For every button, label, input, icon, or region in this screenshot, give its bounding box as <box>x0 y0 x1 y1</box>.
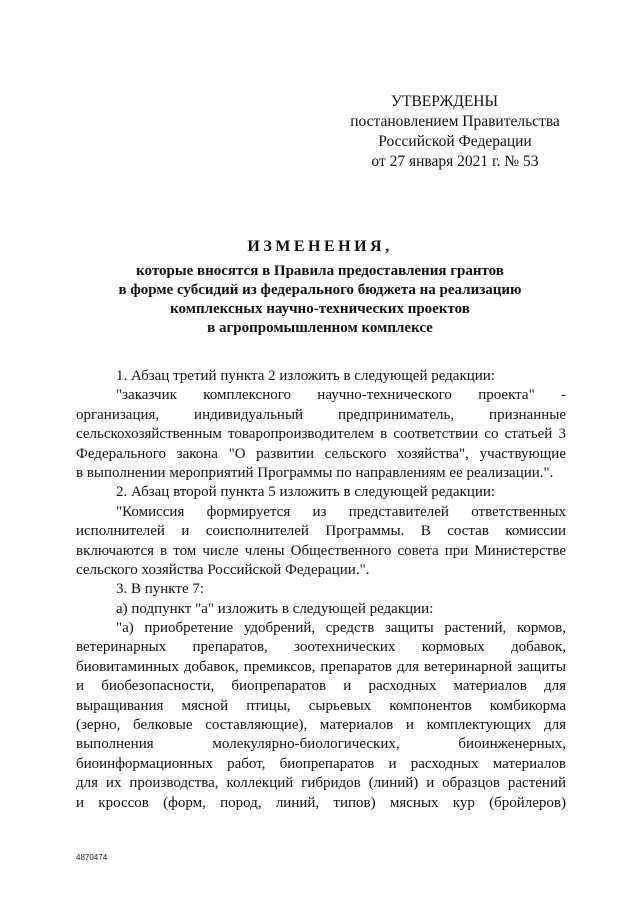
body-line: и биобезопасности, биопрепаратов и расходных материалов для <box>76 678 566 695</box>
subtitle-line: в форме субсидий из федерального бюджета на реализацию <box>118 282 522 298</box>
approval-stamp <box>350 92 560 172</box>
body-line: ветеринарных препаратов, зоотехнических кормовых добавок, <box>76 639 566 656</box>
body-line: биоинформационных работ, биопрепаратов и расходных материалов <box>76 755 566 772</box>
body-line: 1. Абзац третий пункта 2 изложить в следующей редакции: <box>116 368 496 384</box>
body-line: включаются в том числе члены Общественного совета при Министерстве <box>76 542 566 559</box>
body-line: выполнения молекулярно-биологических, биоинженерных, <box>76 736 566 753</box>
document-subtitle <box>60 262 580 338</box>
body-line: сельского хозяйства Российской Федерации.". <box>76 561 370 578</box>
body-line: "а) приобретение удобрений, средств защиты растений, кормов, <box>116 620 566 637</box>
body-line: и кроссов (форм, пород, линий, типов) мясных кур (бройлеров) <box>76 794 566 811</box>
subtitle-line: комплексных научно-технических проектов <box>170 301 470 317</box>
subtitle-line: в агропромышленном комплексе <box>207 320 433 336</box>
body-line: в выполнении мероприятий Программы по направлениям ее реализации.". <box>76 464 554 481</box>
body-line: сельскохозяйственным товаропроизводителем в соответствии со статьей 3 <box>76 426 566 443</box>
body-line: 3. В пункте 7: <box>116 581 205 598</box>
body-line: организация, индивидуальный предприниматель, признанные <box>76 406 566 423</box>
body-line: исполнителей и соисполнителей Программы. В состав комиссии <box>76 523 566 540</box>
document-code: 4870474 <box>76 853 108 862</box>
body-line: выращивания мясной птицы, сырьевых компонентов комбикорма <box>76 697 566 714</box>
document-body <box>76 367 566 813</box>
body-line: Федерального закона "О развитии сельского хозяйства", участвующие <box>76 445 566 462</box>
body-line: биовитаминных добавок, премиксов, препаратов для ветеринарной защиты <box>76 658 566 675</box>
body-line: "заказчик комплексного научно-технического проекта" - <box>116 387 566 404</box>
approval-line: постановлением Правительства <box>350 113 560 130</box>
body-line: 2. Абзац второй пункта 5 изложить в следующей редакции: <box>116 484 496 501</box>
approval-line: от 27 января 2021 г. № 53 <box>371 153 539 170</box>
body-line: "Комиссия формируется из представителей ответственных <box>116 503 566 520</box>
subtitle-line: которые вносятся в Правила предоставления грантов <box>136 263 504 279</box>
approval-line: Российской Федерации <box>378 133 532 150</box>
document-title: ИЗМЕНЕНИЯ, <box>247 238 393 255</box>
body-line: (зерно, белковые составляющие), материалов и комплектующих для <box>76 717 566 734</box>
body-line: а) подпункт "а" изложить в следующей редакции: <box>116 600 434 617</box>
approval-head: УТВЕРЖДЕНЫ <box>391 93 498 110</box>
body-line: для их производства, коллекций гибридов (линий) и образцов растений <box>76 775 566 792</box>
